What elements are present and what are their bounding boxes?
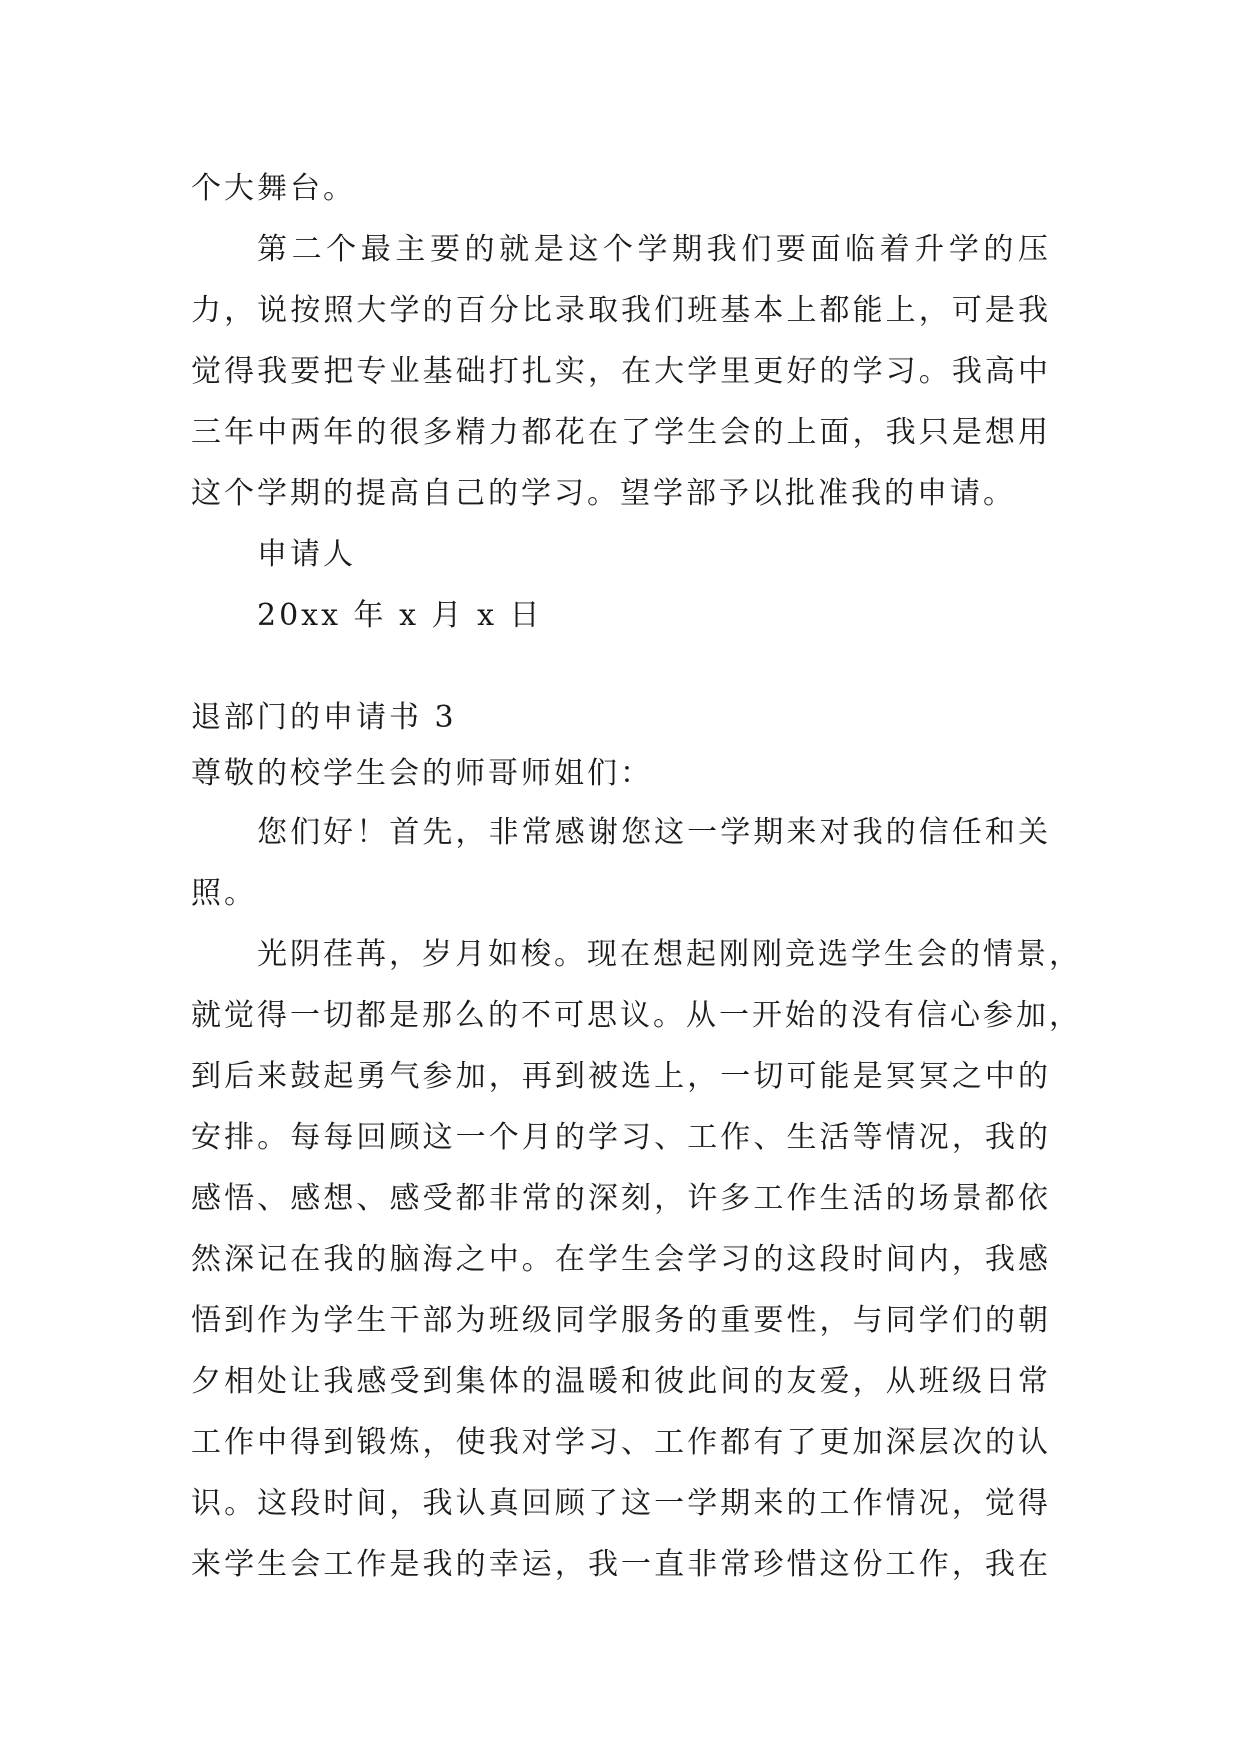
text-line: 然深记在我的脑海之中。在学生会学习的这段时间内，我感 [191, 1242, 1051, 1277]
text-line: 觉得我要把专业基础打扎实，在大学里更好的学习。我高中 [191, 354, 1051, 389]
text-line: 夕相处让我感受到集体的温暖和彼此间的友爱，从班级日常 [191, 1364, 1051, 1399]
text-line: 悟到作为学生干部为班级同学服务的重要性，与同学们的朝 [191, 1303, 1051, 1338]
section-title: 退部门的申请书 3 [191, 700, 457, 735]
text-line: 力，说按照大学的百分比录取我们班基本上都能上，可是我 [191, 293, 1051, 328]
text-line: 就觉得一切都是那么的不可思议。从一开始的没有信心参加， [191, 998, 1082, 1033]
text-line: 感悟、感想、感受都非常的深刻，许多工作生活的场景都依 [191, 1181, 1051, 1216]
text-line: 您们好！首先，非常感谢您这一学期来对我的信任和关 [257, 815, 1051, 850]
text-line: 工作中得到锻炼，使我对学习、工作都有了更加深层次的认 [191, 1425, 1051, 1460]
text-line: 第二个最主要的就是这个学期我们要面临着升学的压 [257, 232, 1051, 267]
text-line: 光阴荏苒，岁月如梭。现在想起刚刚竞选学生会的情景， [257, 937, 1082, 972]
text-line: 个大舞台。 [191, 171, 356, 206]
text-line: 三年中两年的很多精力都花在了学生会的上面，我只是想用 [191, 415, 1051, 450]
salutation: 尊敬的校学生会的师哥师姐们： [191, 756, 653, 791]
text-line: 来学生会工作是我的幸运，我一直非常珍惜这份工作，我在 [191, 1547, 1051, 1582]
text-line: 识。这段时间，我认真回顾了这一学期来的工作情况，觉得 [191, 1486, 1051, 1521]
text-line: 到后来鼓起勇气参加，再到被选上，一切可能是冥冥之中的 [191, 1059, 1051, 1094]
text-line: 安排。每每回顾这一个月的学习、工作、生活等情况，我的 [191, 1120, 1051, 1155]
application-date: 20xx 年 x 月 x 日 [257, 598, 543, 633]
applicant-label: 申请人 [257, 537, 356, 572]
document-body [191, 158, 1082, 1595]
text-line: 这个学期的提高自己的学习。望学部予以批准我的申请。 [191, 476, 1016, 511]
section-gap [191, 646, 1051, 690]
text-line: 照。 [191, 876, 257, 911]
